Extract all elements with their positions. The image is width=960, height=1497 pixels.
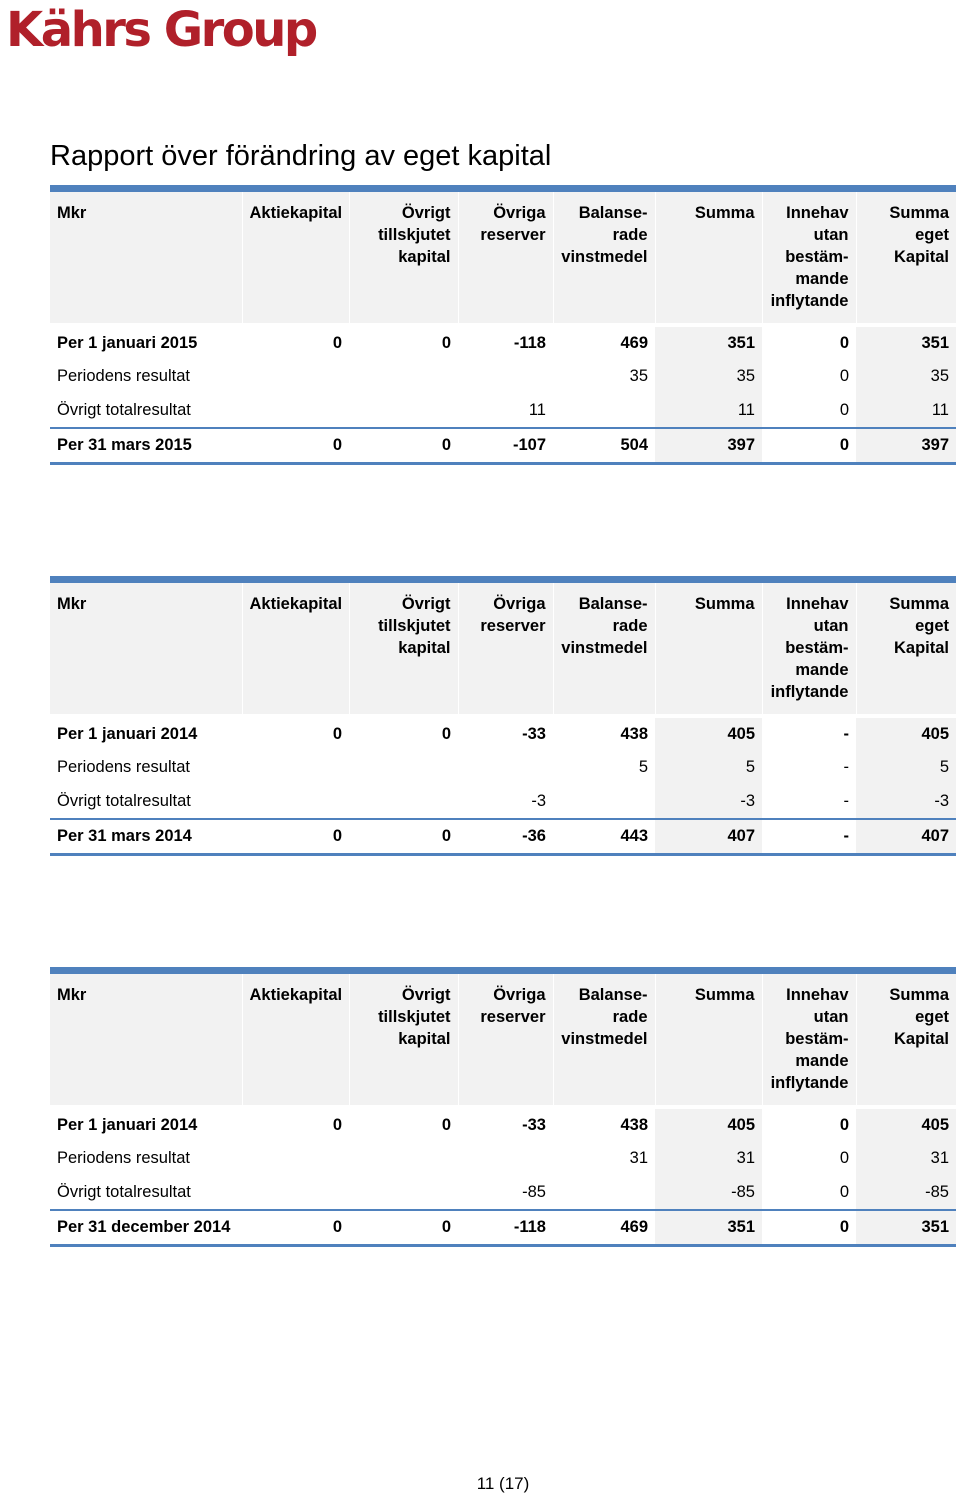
header-aktiekapital: Aktiekapital bbox=[242, 189, 349, 323]
header-balanserade-vinstmedel: Balanse-rade vinstmedel bbox=[553, 189, 655, 323]
header-ovrigt-tillskjutet-kapital: Övrigt tillskjutet kapital bbox=[349, 580, 458, 714]
cell bbox=[349, 394, 458, 428]
header-mkr: Mkr bbox=[50, 971, 242, 1105]
cell: -3 bbox=[856, 785, 956, 819]
page-number: 11 (17) bbox=[476, 1474, 530, 1493]
table-row bbox=[50, 751, 956, 785]
header-aktiekapital: Aktiekapital bbox=[242, 971, 349, 1105]
cell: -118 bbox=[513, 333, 546, 352]
header-ovrigt-tillskjutet-kapital: Övrigt tillskjutet kapital bbox=[349, 971, 458, 1105]
cell: -3 bbox=[458, 785, 553, 819]
cell: 5 bbox=[856, 751, 956, 785]
cell: 35 bbox=[629, 367, 648, 385]
cell: 0 bbox=[839, 333, 849, 352]
cell bbox=[458, 1142, 553, 1176]
header-balanserade-vinstmedel: Balanse-rade vinstmedel bbox=[553, 971, 655, 1105]
cell bbox=[242, 785, 349, 819]
cell: 469 bbox=[620, 333, 648, 352]
cell: 0 bbox=[349, 819, 458, 855]
cell: 438 bbox=[620, 724, 648, 743]
cell: 351 bbox=[655, 1210, 762, 1246]
cell bbox=[242, 394, 349, 428]
cell: 397 bbox=[655, 428, 762, 464]
cell: 351 bbox=[856, 327, 956, 360]
table-header-row bbox=[50, 189, 956, 323]
cell bbox=[458, 751, 553, 785]
row-label: Övrigt totalresultat bbox=[50, 394, 242, 428]
cell: - bbox=[762, 819, 856, 855]
cell bbox=[242, 1176, 349, 1210]
cell: 31 bbox=[655, 1142, 762, 1176]
cell: 469 bbox=[553, 1210, 655, 1246]
cell bbox=[553, 394, 655, 428]
cell: 0 bbox=[839, 1115, 849, 1134]
cell bbox=[349, 1142, 458, 1176]
cell: 0 bbox=[839, 1149, 849, 1167]
cell: 0 bbox=[762, 428, 856, 464]
cell: 0 bbox=[349, 1210, 458, 1246]
row-label: Per 1 januari 2015 bbox=[57, 333, 198, 352]
cell: -36 bbox=[458, 819, 553, 855]
header-summa-eget-kapital: Summa eget Kapital bbox=[856, 971, 956, 1105]
table-row bbox=[50, 1210, 956, 1246]
cell: -33 bbox=[522, 724, 546, 743]
cell: 0 bbox=[332, 333, 342, 352]
cell: 0 bbox=[441, 1115, 451, 1134]
cell bbox=[349, 360, 458, 394]
cell: 0 bbox=[762, 394, 856, 428]
cell: 405 bbox=[856, 1109, 956, 1142]
row-label: Övrigt totalresultat bbox=[50, 1176, 242, 1210]
row-label: Per 31 mars 2014 bbox=[50, 819, 242, 855]
table-header-row bbox=[50, 971, 956, 1105]
cell: 0 bbox=[242, 819, 349, 855]
cell: 31 bbox=[856, 1142, 956, 1176]
row-label: Periodens resultat bbox=[57, 367, 190, 385]
cell: 405 bbox=[856, 718, 956, 751]
header-ovriga-reserver: Övriga reserver bbox=[458, 580, 553, 714]
cell bbox=[349, 1176, 458, 1210]
cell: -85 bbox=[856, 1176, 956, 1210]
table-row bbox=[50, 327, 956, 360]
header-mkr: Mkr bbox=[50, 580, 242, 714]
cell bbox=[553, 785, 655, 819]
cell: 35 bbox=[856, 360, 956, 394]
cell: -33 bbox=[522, 1115, 546, 1134]
cell: 11 bbox=[655, 394, 762, 428]
equity-table-q1-2014 bbox=[50, 576, 956, 856]
table-row bbox=[50, 1176, 956, 1210]
page-title: Rapport över förändring av eget kapital bbox=[50, 140, 552, 172]
cell: 0 bbox=[242, 1210, 349, 1246]
cell: 35 bbox=[655, 360, 762, 394]
table-row bbox=[50, 819, 956, 855]
row-label: Per 31 december 2014 bbox=[50, 1210, 242, 1246]
cell: 351 bbox=[856, 1210, 956, 1246]
cell bbox=[349, 751, 458, 785]
header-innehav-utan-bestammande-inflytande: Innehav utan bestäm-mande inflytande bbox=[762, 971, 856, 1105]
header-ovriga-reserver: Övriga reserver bbox=[458, 189, 553, 323]
cell: 0 bbox=[242, 428, 349, 464]
cell: 0 bbox=[332, 1115, 342, 1134]
cell: - bbox=[843, 758, 849, 776]
cell: 405 bbox=[655, 1109, 762, 1142]
row-label: Periodens resultat bbox=[57, 1149, 190, 1167]
cell: -3 bbox=[655, 785, 762, 819]
table-row bbox=[50, 718, 956, 751]
cell bbox=[553, 1176, 655, 1210]
table-row bbox=[50, 428, 956, 464]
cell: 5 bbox=[638, 758, 648, 776]
cell: 0 bbox=[762, 1210, 856, 1246]
header-aktiekapital: Aktiekapital bbox=[242, 580, 349, 714]
row-label: Per 1 januari 2014 bbox=[57, 1115, 198, 1134]
cell bbox=[242, 360, 349, 394]
header-summa-eget-kapital: Summa eget Kapital bbox=[856, 580, 956, 714]
row-label: Periodens resultat bbox=[57, 758, 190, 776]
cell: 0 bbox=[839, 367, 849, 385]
header-ovriga-reserver: Övriga reserver bbox=[458, 971, 553, 1105]
cell: 5 bbox=[655, 751, 762, 785]
cell: -85 bbox=[655, 1176, 762, 1210]
table-header-row bbox=[50, 580, 956, 714]
cell: 31 bbox=[629, 1149, 648, 1167]
cell bbox=[242, 751, 349, 785]
equity-table-q1-2015 bbox=[50, 185, 956, 465]
cell: 0 bbox=[332, 724, 342, 743]
row-label: Övrigt totalresultat bbox=[50, 785, 242, 819]
header-summa: Summa bbox=[655, 580, 762, 714]
header-ovrigt-tillskjutet-kapital: Övrigt tillskjutet kapital bbox=[349, 189, 458, 323]
cell: -118 bbox=[458, 1210, 553, 1246]
cell bbox=[458, 360, 553, 394]
cell bbox=[242, 1142, 349, 1176]
cell: 438 bbox=[620, 1115, 648, 1134]
table-row bbox=[50, 360, 956, 394]
cell: 397 bbox=[856, 428, 956, 464]
kahrs-group-logo: Kährs Group bbox=[6, 2, 316, 58]
header-summa: Summa bbox=[655, 971, 762, 1105]
cell: - bbox=[843, 724, 849, 743]
cell: 11 bbox=[458, 394, 553, 428]
cell: 351 bbox=[655, 327, 762, 360]
cell bbox=[349, 785, 458, 819]
header-summa-eget-kapital: Summa eget Kapital bbox=[856, 189, 956, 323]
cell: -107 bbox=[458, 428, 553, 464]
cell: -85 bbox=[458, 1176, 553, 1210]
cell: 0 bbox=[349, 428, 458, 464]
cell: 443 bbox=[553, 819, 655, 855]
row-label: Per 1 januari 2014 bbox=[57, 724, 198, 743]
cell: 11 bbox=[856, 394, 956, 428]
table-row bbox=[50, 1109, 956, 1142]
cell: 504 bbox=[553, 428, 655, 464]
table-row bbox=[50, 1142, 956, 1176]
cell: 0 bbox=[762, 1176, 856, 1210]
cell: 405 bbox=[655, 718, 762, 751]
header-innehav-utan-bestammande-inflytande: Innehav utan bestäm-mande inflytande bbox=[762, 580, 856, 714]
cell: - bbox=[762, 785, 856, 819]
header-balanserade-vinstmedel: Balanse-rade vinstmedel bbox=[553, 580, 655, 714]
header-innehav-utan-bestammande-inflytande: Innehav utan bestäm-mande inflytande bbox=[762, 189, 856, 323]
equity-table-full-year-2014 bbox=[50, 967, 956, 1247]
cell: 0 bbox=[441, 333, 451, 352]
header-mkr: Mkr bbox=[50, 189, 242, 323]
cell: 407 bbox=[655, 819, 762, 855]
row-label: Per 31 mars 2015 bbox=[50, 428, 242, 464]
table-row bbox=[50, 785, 956, 819]
cell: 407 bbox=[856, 819, 956, 855]
header-summa: Summa bbox=[655, 189, 762, 323]
table-row bbox=[50, 394, 956, 428]
cell: 0 bbox=[441, 724, 451, 743]
